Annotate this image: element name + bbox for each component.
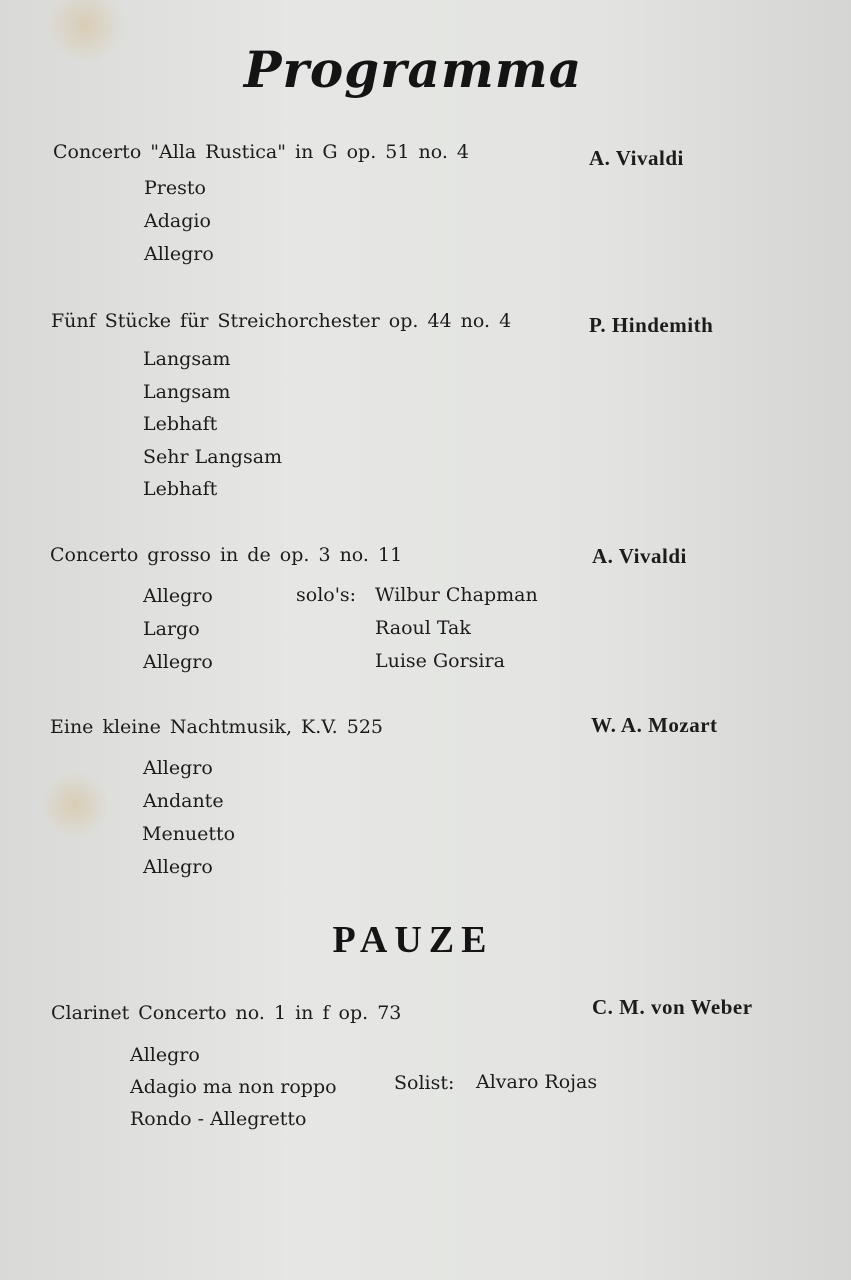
movement: Presto — [144, 177, 206, 199]
movement: Adagio ma non roppo — [130, 1076, 337, 1098]
movement: Lebhaft — [143, 413, 218, 435]
movement: Allegro — [143, 856, 213, 878]
paper-stain — [40, 770, 110, 840]
soloists-label: Solist: — [394, 1072, 455, 1094]
composer: A. Vivaldi — [589, 146, 684, 170]
work-title: Concerto "Alla Rustica" in G op. 51 no. 4 — [53, 141, 470, 163]
movement: Allegro — [143, 585, 213, 607]
work-title: Concerto grosso in de op. 3 no. 11 — [50, 544, 403, 566]
movement: Allegro — [130, 1044, 200, 1066]
composer: C. M. von Weber — [592, 995, 753, 1019]
movement: Adagio — [144, 210, 211, 232]
soloist: Raoul Tak — [375, 617, 471, 639]
composer: P. Hindemith — [589, 313, 714, 337]
composer: W. A. Mozart — [591, 713, 718, 737]
movement: Largo — [143, 618, 200, 640]
movement: Rondo - Allegretto — [130, 1108, 307, 1130]
movement: Allegro — [144, 243, 214, 265]
movement: Sehr Langsam — [143, 446, 283, 468]
soloist: Wilbur Chapman — [375, 584, 538, 606]
movement: Menuetto — [142, 823, 236, 845]
composer: A. Vivaldi — [592, 544, 687, 568]
page-title: Programma — [243, 40, 583, 99]
soloist: Alvaro Rojas — [476, 1071, 598, 1093]
movement: Lebhaft — [143, 478, 218, 500]
intermission-heading: PAUZE — [332, 919, 494, 961]
movement: Andante — [143, 790, 224, 812]
work-title: Eine kleine Nachtmusik, K.V. 525 — [50, 716, 384, 738]
movement: Allegro — [143, 651, 213, 673]
movement: Langsam — [143, 348, 231, 370]
soloists-label: solo's: — [296, 584, 357, 606]
movement: Langsam — [143, 381, 231, 403]
work-title: Clarinet Concerto no. 1 in f op. 73 — [51, 1002, 402, 1024]
work-title: Fünf Stücke für Streichorchester op. 44 no. 4 — [51, 310, 512, 332]
movement: Allegro — [143, 757, 213, 779]
soloist: Luise Gorsira — [375, 650, 505, 672]
